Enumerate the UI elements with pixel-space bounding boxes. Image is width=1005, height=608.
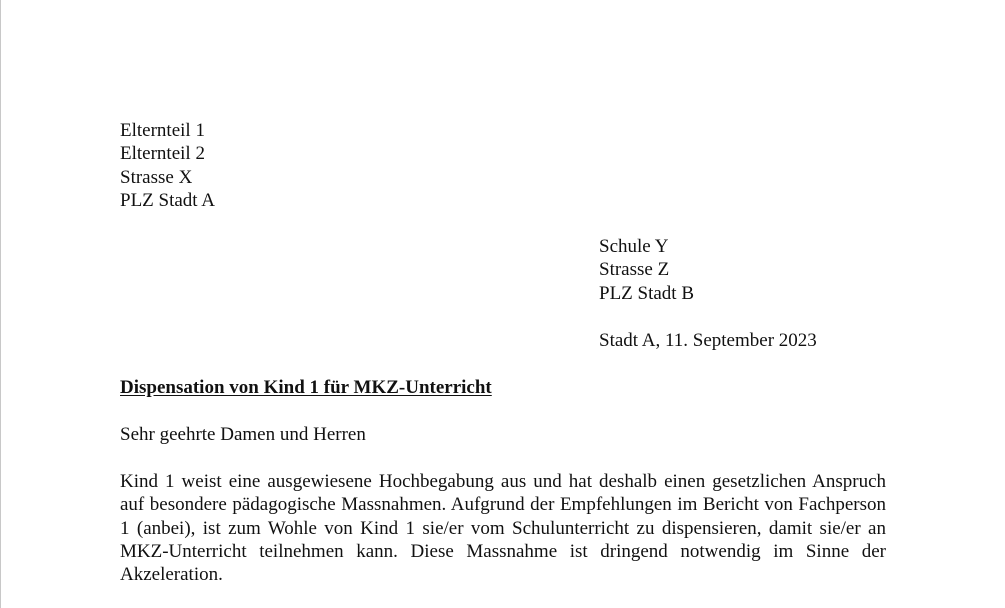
recipient-line: Strasse Z	[599, 259, 670, 281]
sender-line: Strasse X	[120, 166, 193, 188]
letter-subject: Dispensation von Kind 1 für MKZ-Unterricht	[120, 377, 492, 398]
salutation: Sehr geehrte Damen und Herren	[120, 424, 366, 445]
sender-address	[120, 119, 215, 212]
sender-line: Elternteil 1	[120, 120, 205, 141]
sender-line: PLZ Stadt A	[120, 189, 216, 211]
body-paragraph: Kind 1 weist eine ausgewiesene Hochbegabung aus und hat deshalb einen gesetzlichen Anspruch auf besondere pädagogische Massnahmen. Aufgrund der Empfehlungen im Bericht von Fachperson 1 (anbei), ist zum Wohle von Kind 1 sie/er vom Schulunterricht zu dispensieren, damit sie/er an MKZ-Unterricht teilnehmen kann. Diese Massnahme ist dringend notwendig im Sinne der Akzeleration.	[120, 471, 886, 586]
recipient-line: PLZ Stadt B	[599, 282, 695, 304]
page-edge-divider	[0, 0, 1, 608]
place-and-date: Stadt A, 11. September 2023	[599, 330, 817, 351]
recipient-address	[599, 235, 694, 305]
sender-line: Elternteil 2	[120, 143, 205, 165]
recipient-line: Schule Y	[599, 236, 669, 257]
